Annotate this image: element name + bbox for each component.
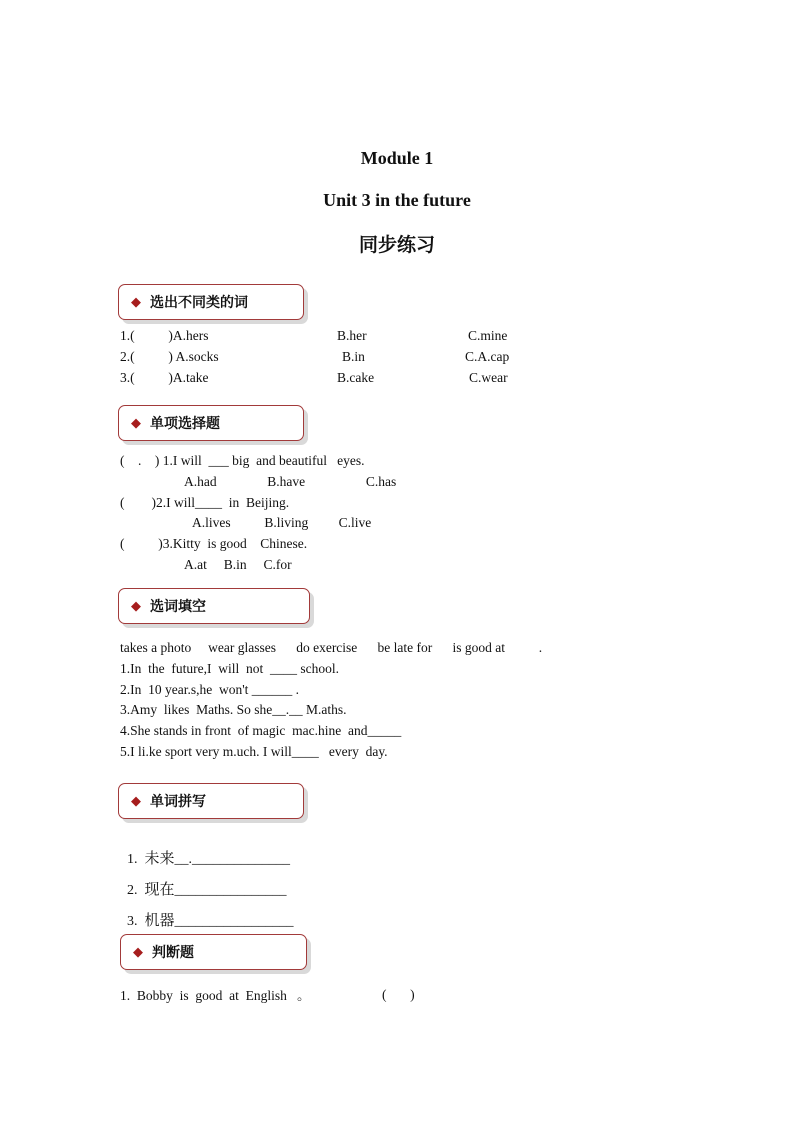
chinese-word: 机器 — [144, 911, 175, 929]
diamond-icon: ◆ — [131, 415, 141, 431]
diamond-icon: ◆ — [131, 793, 141, 809]
question-row: 1.( )A.hers — [120, 328, 209, 343]
answer-parentheses: ( ) — [382, 987, 415, 1002]
option-b: B.her — [337, 328, 367, 343]
question-row: 3.Amy likes Maths. So she__.__ M.aths. — [120, 702, 347, 717]
options-row: A.lives B.living C.live — [192, 515, 372, 530]
question-row: ( . ) 1.I will ___ big and beautiful eyes. — [120, 453, 365, 468]
section-label: 判断题 — [152, 945, 194, 961]
chinese-word: 现在 — [144, 880, 175, 898]
section-header-spelling — [118, 783, 304, 819]
spelling-row — [120, 893, 294, 930]
item-number: 1. — [127, 852, 138, 867]
section-label: 选词填空 — [150, 599, 206, 615]
option-c: C.mine — [468, 328, 508, 343]
options-row: A.at B.in C.for — [184, 557, 292, 572]
question-row: 5.I li.ke sport very m.uch. I will____ every day. — [120, 744, 388, 759]
question-row: 2.In 10 year.s,he won't ______ . — [120, 682, 300, 697]
section-header-true-false — [120, 934, 307, 970]
section-label: 单词拼写 — [150, 794, 206, 810]
section-header-multiple-choice — [118, 405, 304, 441]
unit-title: Unit 3 in the future — [323, 190, 471, 210]
question-row: 2.( ) A.socks — [120, 349, 219, 364]
option-c: C.wear — [469, 370, 508, 385]
option-c: C.A.cap — [465, 349, 510, 364]
answer-blank: __.______________ — [174, 852, 291, 867]
question-row: ( )3.Kitty is good Chinese. — [120, 536, 308, 551]
question-row: 3.( )A.take — [120, 370, 209, 385]
section-label: 单项选择题 — [150, 416, 220, 432]
chinese-word: 未来 — [144, 849, 175, 867]
section-header-fill-in — [118, 588, 310, 624]
answer-blank: ________________ — [174, 883, 287, 898]
question-row: ( )2.I will____ in Beijing. — [120, 495, 290, 510]
diamond-icon: ◆ — [131, 598, 141, 614]
question-row: 4.She stands in front of magic mac.hine and_____ — [120, 723, 402, 738]
item-number: 3. — [127, 914, 138, 929]
diamond-icon: ◆ — [131, 294, 141, 310]
option-b: B.in — [342, 349, 365, 364]
options-row: A.had B.have C.has — [184, 474, 397, 489]
item-number: 2. — [127, 883, 138, 898]
section-label: 选出不同类的词 — [150, 295, 248, 311]
question-row: 1.In the future,I will not ____ school. — [120, 661, 339, 676]
section-header-odd-one-out — [118, 284, 304, 320]
answer-blank: _________________ — [174, 914, 294, 929]
diamond-icon: ◆ — [133, 944, 143, 960]
option-b: B.cake — [337, 370, 375, 385]
practice-title: 同步练习 — [358, 234, 435, 256]
word-bank: takes a photo wear glasses do exercise be late for is good at . — [120, 640, 543, 655]
module-title: Module 1 — [360, 148, 434, 168]
statement-row: 1. Bobby is good at English 。 — [120, 988, 311, 1003]
